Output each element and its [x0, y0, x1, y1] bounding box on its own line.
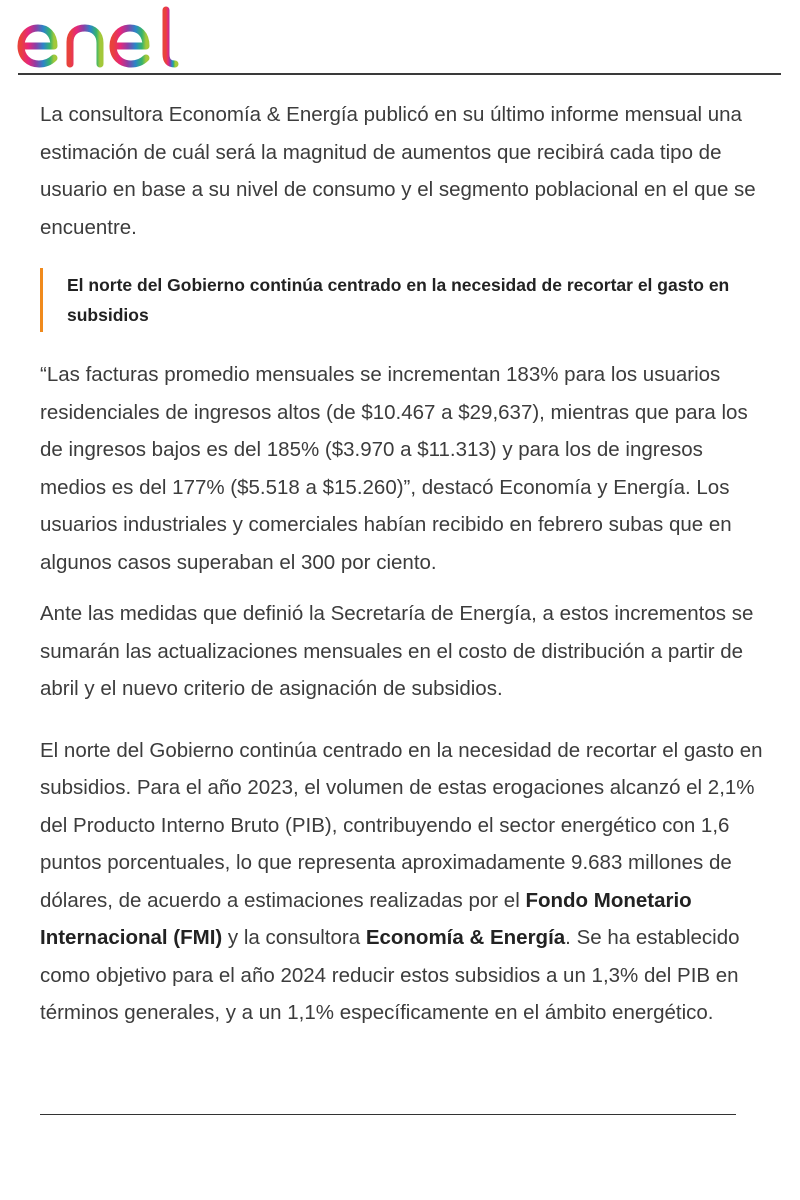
site-header [0, 0, 800, 76]
paragraph-text: El norte del Gobierno continúa centrado en la necesidad de recortar el gasto en subsidios. Para el año 2023, el volumen de estas erogaciones alcanzó el 2,1% del Producto Interno Bruto (PIB), contribuyendo el sector energético con 1,6 puntos porcentuales, lo que representa aproximadamente 9.683 millones de dólares, de acuerdo a estimaciones realizadas por el [40, 738, 763, 912]
article-paragraph [40, 732, 765, 1032]
bold-organization-consultora: Economía & Energía [365, 926, 566, 949]
paragraph-text: y la consultora [222, 926, 366, 949]
highlight-quote [40, 268, 765, 332]
enel-logo[interactable] [14, 6, 184, 70]
footer-divider [40, 1114, 736, 1115]
article-paragraph: Ante las medidas que definió la Secretaría de Energía, a estos incrementos se sumarán las actualizaciones mensuales en el costo de distribución a partir de abril y el nuevo criterio de asignación de subsidios. [40, 602, 754, 700]
article-paragraph: “Las facturas promedio mensuales se incrementan 183% para los usuarios residenciales de ingresos altos (de $10.467 a $29,637), mientras que para los de ingresos bajos es del 185% ($3.970 a $11.313) y para los de ingresos medios es del 177% ($5.518 a $15.260)”, destacó Economía y Energía. Los usuarios industriales y comerciales habían recibido en febrero subas que en algunos casos superaban el 300 por ciento. [40, 363, 748, 574]
paragraph-text: . Se ha establecido como objetivo para el año 2024 reducir estos subsidios a un 1,3% del PIB en términos generales, y a un 1,1% específicamente en el ámbito energético. [40, 926, 740, 1024]
header-divider [18, 73, 781, 75]
bold-organization-fmi: Fondo Monetario Internacional (FMI) [40, 888, 692, 949]
highlight-quote-text: El norte del Gobierno continúa centrado en la necesidad de recortar el gasto en subsidios [67, 275, 730, 325]
article-paragraph: La consultora Economía & Energía publicó en su último informe mensual una estimación de cuál será la magnitud de aumentos que recibirá cada tipo de usuario en base a su nivel de consumo y el segmento poblacional en el que se encuentre. [40, 103, 756, 239]
article-body [40, 96, 765, 1032]
